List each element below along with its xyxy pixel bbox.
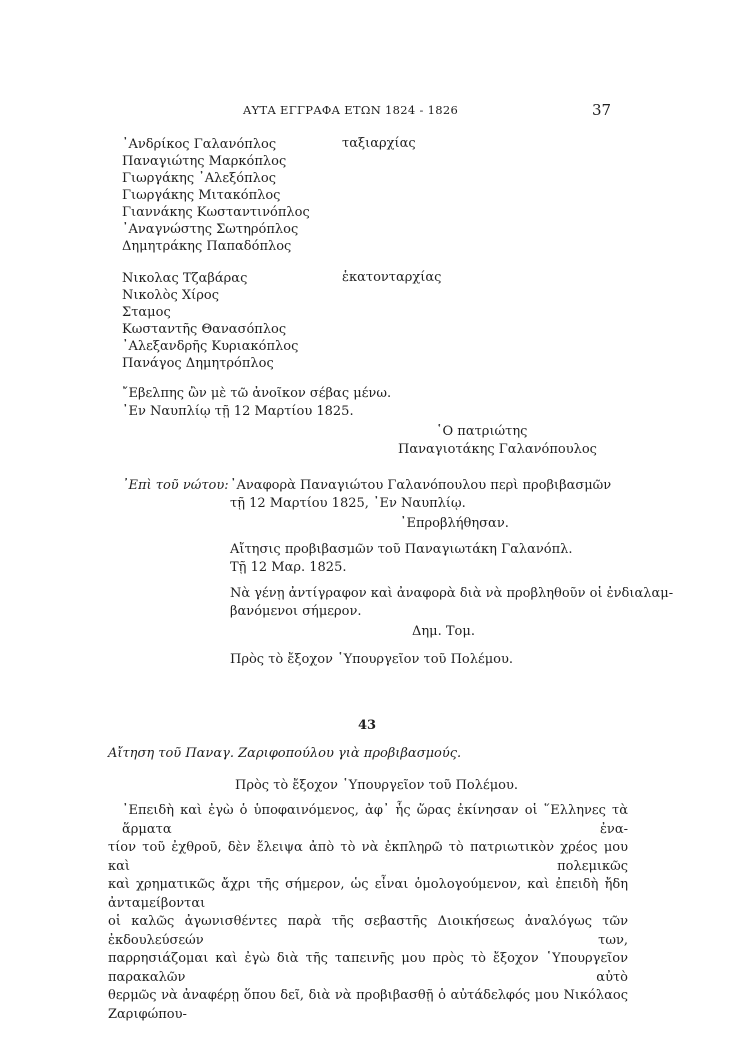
list-item: Γιωργάκης Μιτακόπλος [122,188,281,203]
closing-line-1: ῎Εβελπης ὢν μὲ τῶ ἀνοῖκον σέβας μένω. [122,386,392,401]
body-line: τίον τοῦ ἐχθροῦ, δὲν ἔλειψα ἀπὸ τὸ νὰ ἐκπληρῶ τὸ πατριωτικὸν χρέος μου καὶ πολεμικῶς [108,840,628,874]
list-item: Παναγιώτης Μαρκόπλος [122,154,287,169]
verso-line-5: Τῇ 12 Μαρ. 1825. [230,560,347,575]
body-line: ᾿Επειδὴ καὶ ἐγὼ ὁ ὑποφαινόμενος, ἀφ᾿ ἧς ὥρας ἐκίνησαν οἱ ῞Ελληνες τὰ ἅρματα ἐνα- [122,803,628,837]
body-line: παρρησιάζομαι καὶ ἐγὼ διὰ τῆς ταπεινῆς μου πρὸς τὸ ἔξοχον ῾Υπουργεῖον παρακαλῶν αὐτὸ [108,951,628,985]
list-item: Γιωργάκης ᾿Αλεξόπλος [122,171,276,186]
list-item: Πανάγος Δημητρόπλος [122,356,274,371]
verso-line-9: Πρὸς τὸ ἔξοχον ῾Υπουργεῖον τοῦ Πολέμου. [230,652,514,667]
name-list-brigade [122,136,310,255]
page-number: 37 [592,101,612,119]
list-item: Γιαννάκης Κωσταντινόπλος [122,205,310,220]
verso-label: ᾿Επὶ τοῦ νώτου: [122,478,229,493]
verso-line-1: ᾿Αναφορὰ Παναγιώτου Γαλανόπουλου περὶ προβιβασμῶν [230,478,612,493]
name-list-company [122,270,298,372]
document-body [108,802,628,1024]
verso-line-7: βανόμενοι σήμερον. [230,604,362,619]
rank-label-brigade: ταξιαρχίας [342,136,416,151]
body-line: θερμῶς νὰ ἀναφέρῃ ὅπου δεῖ, διὰ νὰ προβιβασθῇ ὁ αὐτάδελφός μου Νικόλαος Ζαριφώπου- [108,988,628,1022]
list-item: ᾿Ανδρίκος Γαλανόπλος [122,137,277,152]
list-item: Νικολας Τζαβάρας [122,271,248,286]
verso-line-3: ᾿Επροβλήθησαν. [400,516,509,531]
verso-line-6: Νὰ γένῃ ἀντίγραφον καὶ ἀναφορὰ διὰ νὰ προβληθοῦν οἱ ἐνδιαλαμ- [230,586,674,601]
document-title: Αἴτηση τοῦ Παναγ. Ζαριφοπούλου γιὰ προβιβασμούς. [108,746,462,761]
list-item: Κωσταντῆς Θανασόπλος [122,322,287,337]
signature-title: ῾Ο πατριώτης [436,424,528,439]
body-line: οἱ καλῶς ἀγωνισθέντες παρὰ τῆς σεβαστῆς Διοικήσεως ἀναλόγως τῶν ἐκδουλεύσεών των, [108,914,628,948]
document-address: Πρὸς τὸ ἔξοχον ῾Υπουργεῖον τοῦ Πολέμου. [235,778,519,793]
running-header: ΑΥΤΑ ΕΓΓΡΑΦΑ ΕΤΩΝ 1824 - 1826 [243,103,459,117]
verso-line-8: Δημ. Τομ. [412,624,475,639]
document-number: 43 [358,718,377,733]
closing-date: ᾿Εν Ναυπλίῳ τῇ 12 Μαρτίου 1825. [122,404,354,419]
verso-line-4: Αἴτησις προβιβασμῶν τοῦ Παναγιωτάκη Γαλανόπλ. [230,542,573,557]
body-line: καὶ χρηματικῶς ἄχρι τῆς σήμερον, ὡς εἶναι ὁμολογούμενον, καὶ ἐπειδὴ ἤδη ἀνταμείβονται [108,877,628,911]
signature-name: Παναγιοτάκης Γαλανόπουλος [398,442,597,457]
list-item: Σταμος [122,305,171,320]
list-item: ᾿Αλεξανδρῆς Κυριακόπλος [122,339,299,354]
list-item: ᾿Αναγνώστης Σωτηρόπλος [122,222,299,237]
list-item: Δημητράκης Παπαδόπλος [122,239,292,254]
list-item: Νικολὸς Χίρος [122,288,220,303]
verso-line-2: τῇ 12 Μαρτίου 1825, ᾿Εν Ναυπλίῳ. [230,496,466,511]
rank-label-company: ἑκατονταρχίας [342,270,442,285]
